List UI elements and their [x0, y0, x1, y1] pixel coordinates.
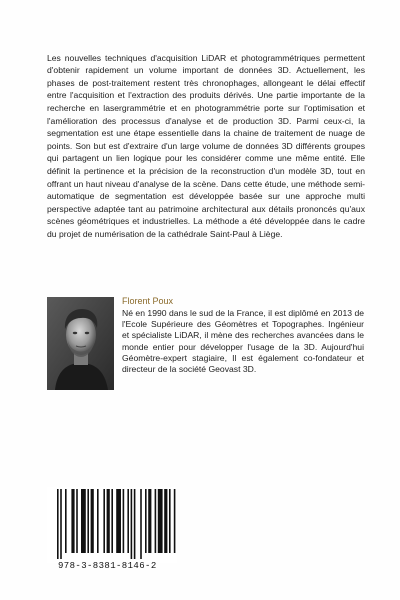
barcode-bar: [57, 489, 59, 559]
barcode-bar: [123, 489, 125, 553]
barcode-bar: [174, 489, 176, 553]
barcode-bar: [127, 489, 129, 553]
barcode-bar: [111, 489, 113, 553]
barcode-bar: [103, 489, 105, 553]
barcode-bar: [148, 489, 151, 553]
author-section: [122, 296, 364, 375]
barcode-bar: [107, 489, 110, 553]
barcode-bar: [81, 489, 86, 553]
barcode-bar: [169, 489, 171, 553]
barcode-bar: [65, 489, 67, 553]
author-bio: Né en 1990 dans le sud de la France, il est diplômé en 2013 de l'Ecole Supérieure des Géomètres et Topographes. Ingénieur et spécialiste LiDAR, il mène des recherches avancées dans le monde entier pour développer l'usage de la 3D. Aujourd'hui Géomètre-expert stagiaire, Il est également co-fondateur et directeur de la société Geovast 3D.: [122, 308, 364, 375]
author-photo: [47, 297, 114, 390]
barcode-bar: [164, 489, 167, 553]
barcode-bar: [131, 489, 133, 559]
barcode-bar: [134, 489, 136, 559]
barcode-bar: [76, 489, 78, 553]
barcode-bar: [140, 489, 142, 559]
barcode-bar: [91, 489, 94, 553]
barcode-bar: [116, 489, 121, 553]
isbn-barcode: [47, 487, 177, 563]
isbn-number: 978-3-8381-8146-2: [58, 561, 157, 571]
barcode-bar: [60, 489, 62, 559]
barcode-bar: [145, 489, 147, 553]
barcode-bar: [87, 489, 89, 553]
author-name: Florent Poux: [122, 296, 174, 306]
abstract-text: Les nouvelles techniques d'acquisition LiDAR et photogrammétriques permettent d'obtenir rapidement un volume important de données 3D. Actuellement, les phases de post-traitement restent très chronophages, allongeant le délai effectif entre l'acquisition et l'extraction des produits dérivés. Une partie importante de la recherche en lasergrammétrie et en photogrammétrie porte sur l'optimisation et l'amélioration des processus d'analyse et de production 3D. Parmi ceux-ci, la segmentation est une étape essentielle dans la chaine de traitement de nuage de points. Son but est d'extraire d'un large volume de données 3D différents groupes qui partagent un lien logique pour les considérer comme une même entité. Elle définit la pertinence et la précision de la reconstruction d'un modèle 3D, tout en offrant un haut niveau d'analyse de la scène. Dans cette étude, une méthode semi-automatique de segmentation est développée basée sur une approche multi perspective adaptée tant au patrimoine architectural aux détails prononcés qu'aux scènes géométriques et industrielles. La méthode a été développée dans le cadre du projet de numérisation de la cathédrale Saint-Paul à Liège.: [47, 52, 365, 239]
barcode-bar: [97, 489, 99, 553]
barcode-bar: [71, 489, 74, 553]
barcode-bar: [158, 489, 163, 553]
barcode-bar: [155, 489, 157, 553]
